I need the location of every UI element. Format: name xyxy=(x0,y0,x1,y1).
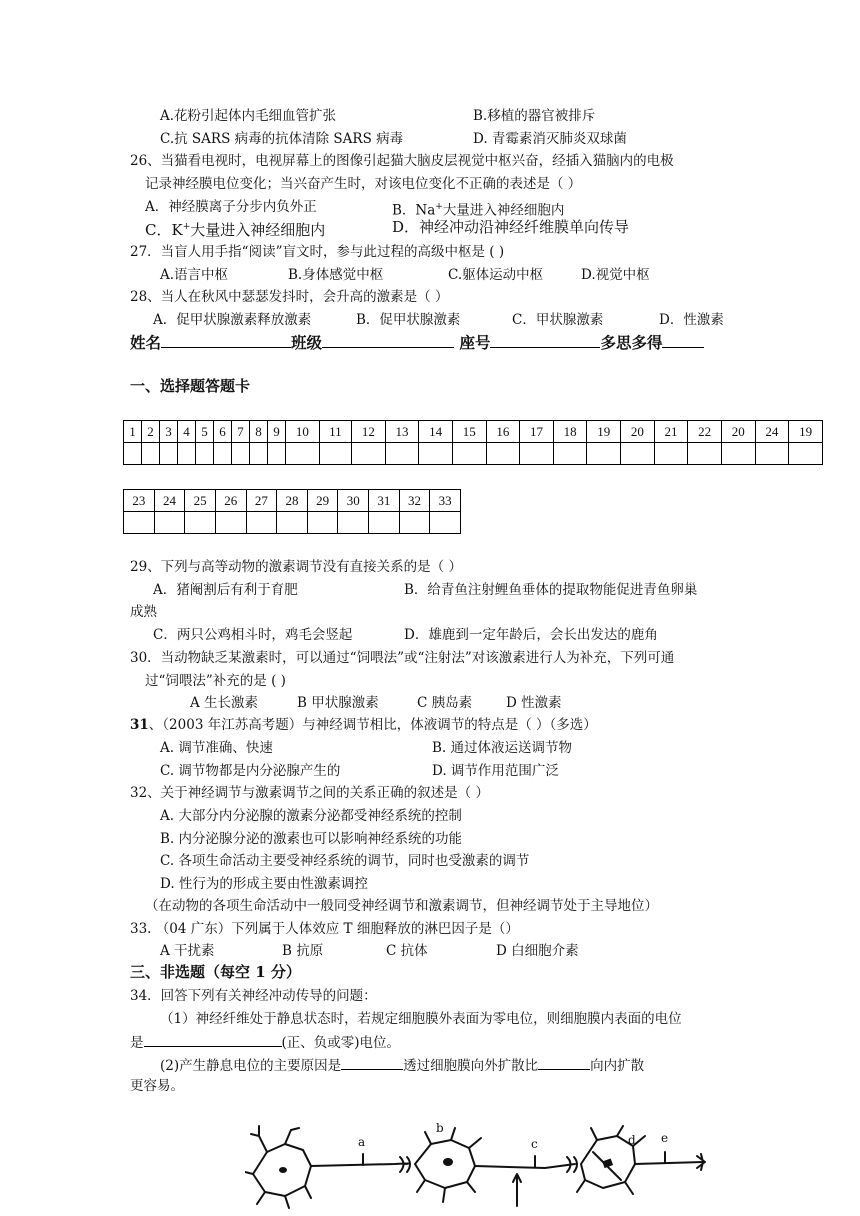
card1-answer-cell[interactable] xyxy=(178,443,196,465)
seat-label: 座号 xyxy=(459,333,491,352)
nucleus-3 xyxy=(602,1158,613,1168)
card1-answer-cell[interactable] xyxy=(124,443,142,465)
card2-answer-cell[interactable] xyxy=(399,512,430,534)
card1-answer-cell[interactable] xyxy=(319,443,351,465)
q33-option-a: A 干扰素 xyxy=(160,943,215,959)
q29-option-c: C．两只公鸡相斗时，鸡毛会竖起 xyxy=(153,627,353,643)
card1-number-cell: 8 xyxy=(250,421,268,443)
section-3-title: 三、非选题（每空 1 分） xyxy=(130,963,301,981)
q30-option-a: A 生长激素 xyxy=(190,695,259,711)
q32-note: （在动物的各项生命活动中一般同受神经调节和激素调节，但神经调节处于主导地位） xyxy=(145,898,658,914)
axon-2 xyxy=(475,1164,575,1168)
card1-number-cell: 14 xyxy=(419,421,453,443)
card1-number-cell: 15 xyxy=(452,421,486,443)
card1-answer-cell[interactable] xyxy=(587,443,621,465)
q34-part2-line1: (2)产生静息电位的主要原因是 透过细胞膜向外扩散比 向内扩散 xyxy=(160,1055,644,1075)
class-field[interactable] xyxy=(322,331,454,348)
q31-option-d: D. 调节作用范围广泛 xyxy=(432,763,559,779)
answer-card-row1 xyxy=(123,420,823,465)
card2-number-cell: 32 xyxy=(399,490,430,512)
card2-number-cell: 23 xyxy=(124,490,155,512)
q30-option-d: D 性激素 xyxy=(506,695,562,711)
answer-card-row2 xyxy=(123,489,461,534)
q32-option-a: A. 大部分内分泌腺的激素分泌都受神经系统的控制 xyxy=(160,808,462,824)
q32-stem: 32、关于神经调节与激素调节之间的关系正确的叙述是（ ） xyxy=(130,785,489,801)
q34-blank-2[interactable] xyxy=(341,1055,403,1070)
q25-option-c: C.抗 SARS 病毒的抗体清除 SARS 病毒 xyxy=(160,131,404,147)
card1-number-cell: 7 xyxy=(232,421,250,443)
q29-option-b: B．给青鱼注射鲤鱼垂体的提取物能促进青鱼卵巢 xyxy=(404,582,698,598)
motto-field[interactable] xyxy=(662,331,704,348)
q28-option-b: B．促甲状腺激素 xyxy=(356,312,461,328)
card1-answer-cell[interactable] xyxy=(250,443,268,465)
card2-number-cell: 28 xyxy=(277,490,308,512)
q34-blank-3[interactable] xyxy=(538,1055,590,1070)
q28-option-a: A．促甲状腺激素释放激素 xyxy=(153,312,312,328)
q32-option-b: B. 内分泌腺分泌的激素也可以影响神经系统的功能 xyxy=(160,831,463,847)
card1-answer-cell[interactable] xyxy=(232,443,250,465)
q29-option-a: A．猪阉割后有利于育肥 xyxy=(153,582,298,598)
card1-number-cell: 20 xyxy=(721,421,755,443)
card1-answer-cell[interactable] xyxy=(196,443,214,465)
q32-option-d: D. 性行为的形成主要由性激素调控 xyxy=(160,876,368,892)
q30-option-c: C 胰岛素 xyxy=(417,695,473,711)
card1-answer-cell[interactable] xyxy=(520,443,554,465)
card2-answer-cell[interactable] xyxy=(246,512,277,534)
card1-answer-cell[interactable] xyxy=(486,443,520,465)
class-label: 班级 xyxy=(291,333,323,352)
q30-option-b: B 甲状腺激素 xyxy=(297,695,379,711)
card1-number-cell: 17 xyxy=(520,421,554,443)
label-b: b xyxy=(436,1122,444,1135)
q30-stem-line1: 30．当动物缺乏某激素时，可以通过“饲喂法”或“注射法”对该激素进行人为补充，下列可通 xyxy=(130,650,675,666)
card2-answer-cell[interactable] xyxy=(307,512,338,534)
card2-answer-cell[interactable] xyxy=(369,512,400,534)
q26-option-d: D．神经冲动沿神经纤维膜单向传导 xyxy=(392,218,630,236)
card1-number-cell: 9 xyxy=(268,421,286,443)
label-a: a xyxy=(358,1135,366,1149)
card1-answer-cell[interactable] xyxy=(452,443,486,465)
card1-number-cell: 19 xyxy=(587,421,621,443)
q29-option-b-cont: 成熟 xyxy=(130,604,157,620)
q34-blank-1[interactable] xyxy=(144,1032,282,1047)
q25-option-a: A.花粉引起体内毛细血管扩张 xyxy=(160,108,337,124)
q30-stem-line2: 过“饲喂法”补充的是 ( ) xyxy=(145,673,286,689)
nucleus-2 xyxy=(443,1158,453,1166)
q31-option-a: A. 调节准确、快速 xyxy=(160,740,273,756)
q27-option-d: D.视觉中枢 xyxy=(581,267,650,283)
label-e: e xyxy=(661,1131,669,1145)
q28-option-d: D．性激素 xyxy=(659,312,724,328)
q34-part2-line2: 更容易。 xyxy=(130,1078,184,1094)
neuron-chain-diagram xyxy=(245,1122,715,1212)
q29-stem: 29、下列与高等动物的激素调节没有直接关系的是（ ） xyxy=(130,559,462,575)
q33-option-d: D 白细胞介素 xyxy=(496,943,579,959)
name-field[interactable] xyxy=(161,331,291,348)
card1-answer-cell[interactable] xyxy=(214,443,232,465)
q28-stem: 28、当人在秋风中瑟瑟发抖时，会升高的激素是（ ） xyxy=(130,289,449,305)
nucleus-1 xyxy=(279,1167,287,1173)
card1-number-cell: 22 xyxy=(688,421,722,443)
card1-answer-cell[interactable] xyxy=(268,443,286,465)
q25-option-b: B.移植的器官被排斥 xyxy=(473,108,596,124)
q27-option-b: B.身体感觉中枢 xyxy=(288,267,384,283)
card2-answer-cell[interactable] xyxy=(277,512,308,534)
name-label: 姓名 xyxy=(130,333,162,352)
q27-stem: 27．当盲人用手指“阅读”盲文时，参与此过程的高级中枢是 ( ) xyxy=(130,244,505,260)
card1-answer-cell[interactable] xyxy=(142,443,160,465)
card1-answer-cell[interactable] xyxy=(352,443,386,465)
q34-part1-line1: （1）神经纤维处于静息状态时，若规定细胞膜外表面为零电位，则细胞膜内表面的电位 xyxy=(160,1011,682,1027)
card1-answer-cell[interactable] xyxy=(286,443,320,465)
card2-number-cell: 31 xyxy=(369,490,400,512)
q33-stem: 33. （04 广东）下列属于人体效应 T 细胞释放的淋巴因子是（） xyxy=(130,921,519,937)
q33-option-b: B 抗原 xyxy=(282,943,324,959)
card1-number-cell: 21 xyxy=(654,421,688,443)
card2-answer-cell[interactable] xyxy=(154,512,185,534)
q26-stem-line1: 26、当猫看电视时，电视屏幕上的图像引起猫大脑皮层视觉中枢兴奋，经插入猫脑内的电极 xyxy=(130,153,674,169)
card2-number-cell: 24 xyxy=(154,490,185,512)
q31-option-c: C. 调节物都是内分泌腺产生的 xyxy=(160,763,341,779)
section-1-title: 一、选择题答题卡 xyxy=(130,377,251,395)
label-c: c xyxy=(531,1137,538,1151)
card2-number-cell: 29 xyxy=(307,490,338,512)
card1-number-cell: 10 xyxy=(286,421,320,443)
card1-answer-cell[interactable] xyxy=(621,443,655,465)
motto-label: 多思多得 xyxy=(600,333,663,352)
card2-answer-cell[interactable] xyxy=(185,512,216,534)
q26-stem-line2: 记录神经膜电位变化；当兴奋产生时，对该电位变化不正确的表述是（ ） xyxy=(145,176,582,192)
card1-number-cell: 2 xyxy=(142,421,160,443)
card1-number-cell: 20 xyxy=(621,421,655,443)
card1-number-cell: 1 xyxy=(124,421,142,443)
card2-answer-cell[interactable] xyxy=(338,512,369,534)
card1-answer-cell[interactable] xyxy=(654,443,688,465)
q26-option-c: C．K+大量进入神经细胞内 xyxy=(145,221,326,239)
label-d: d xyxy=(628,1133,636,1147)
q33-option-c: C 抗体 xyxy=(386,943,428,959)
q27-option-c: C.躯体运动中枢 xyxy=(448,267,544,283)
q27-option-a: A.语言中枢 xyxy=(160,267,229,283)
card1-number-cell: 18 xyxy=(553,421,587,443)
card2-answer-cell[interactable] xyxy=(430,512,461,534)
q31-stem: 31、（2003 年江苏高考题）与神经调节相比，体液调节的特点是（ ）（多选） xyxy=(130,717,597,733)
q28-option-c: C．甲状腺激素 xyxy=(512,312,604,328)
card1-number-cell: 11 xyxy=(319,421,351,443)
card1-number-cell: 16 xyxy=(486,421,520,443)
card1-answer-cell[interactable] xyxy=(789,443,823,465)
card1-number-cell: 12 xyxy=(352,421,386,443)
seat-field[interactable] xyxy=(490,331,600,348)
card2-answer-cell[interactable] xyxy=(215,512,246,534)
card1-answer-cell[interactable] xyxy=(419,443,453,465)
card2-number-cell: 33 xyxy=(430,490,461,512)
q34-stem: 34．回答下列有关神经冲动传导的问题： xyxy=(130,988,377,1004)
q26-option-b: B．Na+大量进入神经细胞内 xyxy=(392,202,565,219)
card1-number-cell: 4 xyxy=(178,421,196,443)
card1-answer-cell[interactable] xyxy=(755,443,789,465)
q31-option-b: B. 通过体液运送调节物 xyxy=(432,740,573,756)
student-info-line xyxy=(130,331,704,353)
q32-option-c: C. 各项生命活动主要受神经系统的调节，同时也受激素的调节 xyxy=(160,853,530,869)
q26-option-a: A．神经膜离子分步内负外正 xyxy=(145,199,317,215)
card1-number-cell: 24 xyxy=(755,421,789,443)
card1-number-cell: 6 xyxy=(214,421,232,443)
card1-number-cell: 5 xyxy=(196,421,214,443)
card1-answer-cell[interactable] xyxy=(688,443,722,465)
q34-part1-line2: 是 (正、负或零)电位。 xyxy=(130,1032,400,1052)
card2-number-cell: 30 xyxy=(338,490,369,512)
card1-answer-cell[interactable] xyxy=(160,443,178,465)
card2-answer-cell[interactable] xyxy=(124,512,155,534)
axon-3 xyxy=(635,1162,703,1164)
card1-answer-cell[interactable] xyxy=(385,443,419,465)
card2-number-cell: 26 xyxy=(215,490,246,512)
q29-option-d: D．雄鹿到一定年龄后，会长出发达的鹿角 xyxy=(404,627,658,643)
card1-number-cell: 19 xyxy=(789,421,823,443)
card2-number-cell: 27 xyxy=(246,490,277,512)
q25-option-d: D. 青霉素消灭肺炎双球菌 xyxy=(473,131,627,147)
card1-number-cell: 3 xyxy=(160,421,178,443)
card2-number-cell: 25 xyxy=(185,490,216,512)
axon-1 xyxy=(311,1164,408,1167)
card1-number-cell: 13 xyxy=(385,421,419,443)
card1-answer-cell[interactable] xyxy=(553,443,587,465)
card1-answer-cell[interactable] xyxy=(721,443,755,465)
